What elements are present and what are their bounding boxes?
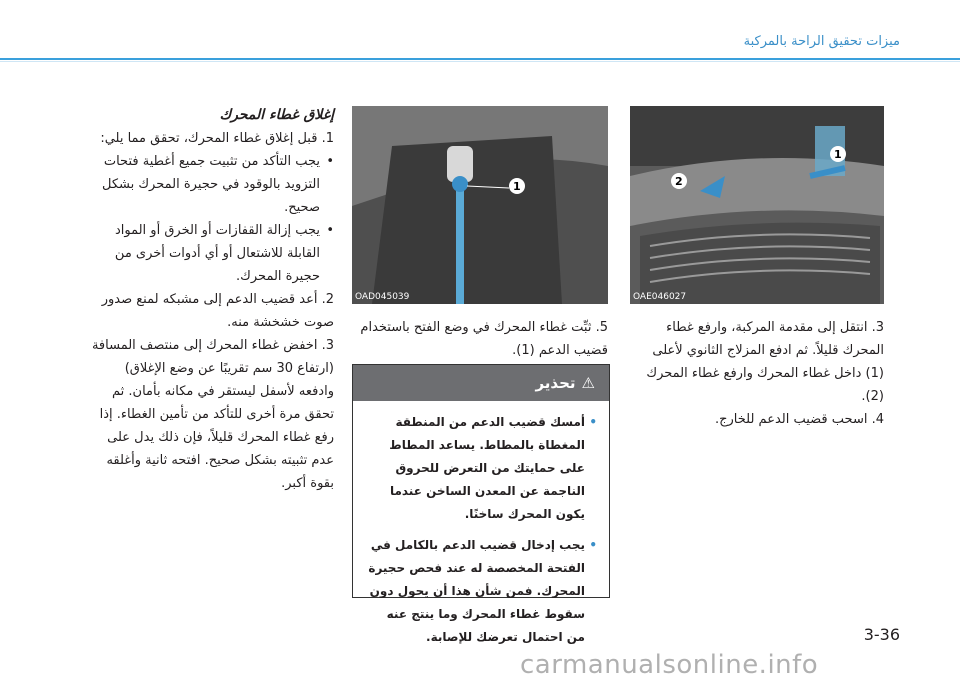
hood-rod-photo	[352, 106, 608, 304]
left-step-3: 3. اخفض غطاء المحرك إلى منتصف المسافة (ارتفاع 30 سم تقريبًا عن وضع الإغلاق) وادفعه لأسفل ليستقر في مكانه بأمان. ثم تحقق مرة أخرى للتأكد من تأمين الغطاء. إذا رفع غطاء المحرك قليلاً، فإن ذلك يدل على عدم تثبيته بشكل صحيح. افتحه ثانية وأغلقه بقوة أكبر.	[91, 338, 334, 491]
warning-triangle-icon: ⚠	[581, 374, 595, 392]
warning-title: تحذير	[535, 374, 576, 392]
header-rule	[0, 58, 960, 60]
middle-column	[352, 316, 608, 362]
warning-item-1: • أمسك قضيب الدعم من المنطقة المغطاة بالمطاط. يساعد المطاط على حمايتك من التعرض للحروق الناجمة عن المعدن الساخن عندما يكون المحرك ساخنًا.	[365, 411, 597, 526]
header-rule-light	[0, 61, 960, 62]
svg-text:1: 1	[834, 148, 842, 161]
warning-box	[352, 364, 610, 644]
warning-body	[353, 401, 609, 649]
hood-photo-code: OAD045039	[355, 292, 410, 302]
left-bullet-1: • يجب التأكد من تثبيت جميع أغطية فتحات التزويد بالوقود في حجيرة المحرك بشكل صحيح.	[88, 150, 334, 219]
left-step-2: 2. أعد قضيب الدعم إلى مشبكه لمنع صدور صوت خشخشة منه.	[101, 292, 334, 330]
left-column	[88, 104, 334, 495]
right-column	[630, 316, 884, 431]
page-number: 3-36	[863, 625, 900, 644]
svg-text:1: 1	[513, 180, 521, 193]
svg-text:2: 2	[675, 175, 683, 188]
closing-hood-title: إغلاق غطاء المحرك	[219, 107, 334, 123]
mid-step-5: 5. ثبِّت غطاء المحرك في وضع الفتح باستخدام قضيب الدعم (1).	[360, 320, 608, 358]
left-step-1: 1. قبل إغلاق غطاء المحرك، تحقق مما يلي:	[100, 131, 334, 146]
engine-photo-code: OAE046027	[633, 292, 687, 302]
warning-header	[353, 365, 609, 401]
warning-item-2: • يجب إدخال قضيب الدعم بالكامل في الفتحة المخصصة له عند فحص حجيرة المحرك. فمن شأن هذا أن يحول دون سقوط غطاء المحرك وما ينتج عنه من احتمال تعرضك للإصابة.	[365, 534, 597, 649]
page-header-title: ميزات تحقيق الراحة بالمركبة	[743, 34, 900, 49]
engine-front-photo	[630, 106, 884, 304]
watermark-text: carmanualsonline.info	[520, 650, 819, 680]
left-bullet-2: • يجب إزالة القفازات أو الخرق أو المواد القابلة للاشتعال أو أي أدوات أخرى من حجيرة المحرك.	[88, 219, 334, 288]
engine-front-illustration	[630, 106, 884, 304]
hood-rod-illustration	[352, 106, 608, 304]
right-step-3: 3. انتقل إلى مقدمة المركبة، وارفع غطاء المحرك قليلاً. ثم ادفع المزلاج الثانوي لأعلى (1) داخل غطاء المحرك وارفع غطاء المحرك (2).	[646, 320, 884, 404]
right-step-4: 4. اسحب قضيب الدعم للخارج.	[714, 412, 884, 427]
